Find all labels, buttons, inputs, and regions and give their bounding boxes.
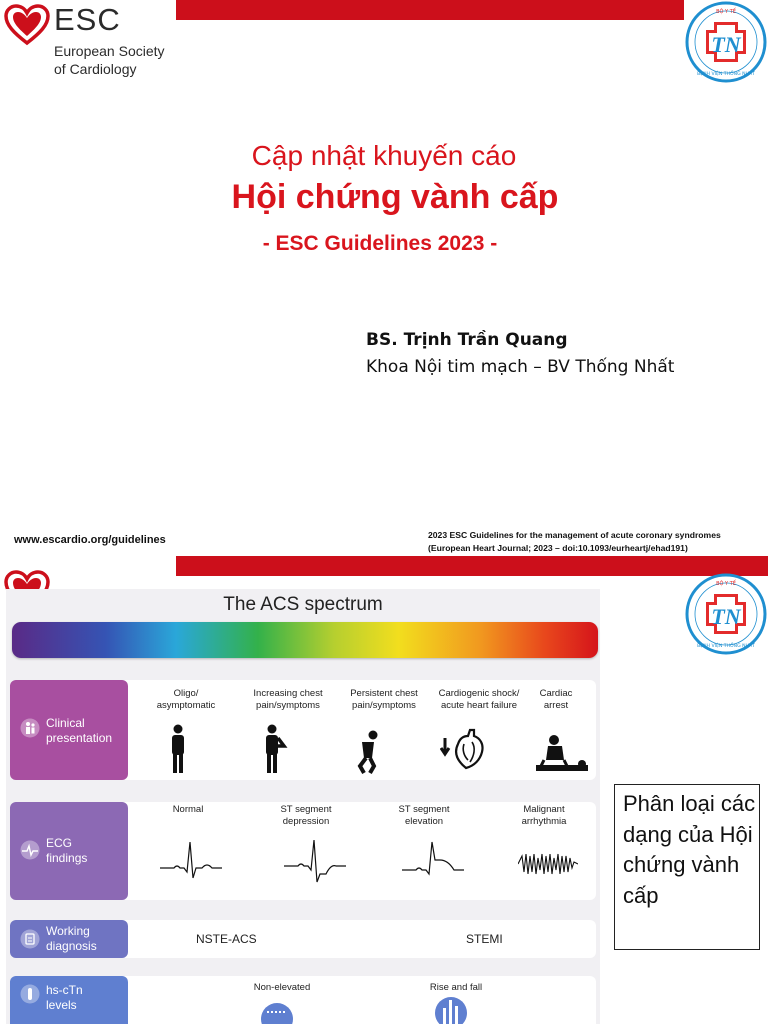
stethoscope-icon: [20, 929, 40, 949]
footer-reference-line1: 2023 ESC Guidelines for the management of acute coronary syndromes: [428, 530, 721, 540]
svg-text:BỘ Y TẾ: BỘ Y TẾ: [716, 581, 736, 587]
title-line3: - ESC Guidelines 2023 -: [262, 232, 498, 255]
author-affiliation: Khoa Nội tim mạch – BV Thống Nhất: [366, 357, 675, 377]
row-hsctn: [10, 976, 596, 1024]
org-subtitle-line1: European Society: [54, 43, 165, 59]
col-increasing-pain: Increasing chest pain/symptoms: [253, 688, 323, 711]
ecg-st-elevation-trace: [402, 838, 464, 882]
heart-logo-icon: [4, 4, 50, 46]
col-st-elevation: ST segment elevation: [398, 804, 450, 827]
author-name: BS. Trịnh Trần Quang: [366, 330, 568, 350]
svg-text:BỘ Y TẾ: BỘ Y TẾ: [716, 9, 736, 15]
title-line1: Cập nhật khuyến cáo: [251, 140, 517, 171]
org-subtitle: [54, 42, 165, 78]
diagnosis-nste-acs: NSTE-ACS: [196, 932, 257, 946]
org-name: ESC: [54, 2, 121, 37]
spectrum-gradient-bar: [12, 622, 598, 658]
row-label-clinical: [10, 680, 128, 780]
row-working-diagnosis: [10, 920, 596, 958]
col-rise-and-fall: Rise and fall: [429, 982, 483, 993]
col-asymptomatic: Oligo/ asymptomatic: [156, 688, 216, 711]
chest-pain-person-icon: [260, 724, 288, 774]
col-malignant-arrhythmia: Malignant arrhythmia: [521, 804, 567, 827]
ecg-icon: [20, 840, 40, 860]
troponin-rise-icon: [434, 994, 468, 1024]
footer-reference: [428, 529, 721, 555]
slide-acs-spectrum: [0, 556, 768, 1024]
ecg-arrhythmia-trace: [518, 852, 578, 876]
row-label-ecg: [10, 802, 128, 900]
footer-reference-line2: (European Heart Journal; 2023 – doi:10.1093/eurheartj/ehad191): [428, 543, 688, 553]
cpr-icon: [534, 734, 590, 774]
spectrum-title: The ACS spectrum: [223, 594, 383, 615]
top-red-bar: [176, 0, 684, 20]
hospital-logo-icon: [684, 572, 768, 656]
standing-person-icon: [168, 724, 188, 774]
row-label-text: Working diagnosis: [46, 924, 97, 953]
top-red-bar: [176, 556, 768, 576]
col-cardiac-arrest: Cardiac arrest: [539, 688, 573, 711]
col-cardiogenic-shock: Cardiogenic shock/ acute heart failure: [438, 688, 520, 711]
bent-person-icon: [354, 730, 384, 774]
row-label-working: [10, 920, 128, 958]
row-label-text: hs-cTn levels: [46, 983, 83, 1012]
lab-icon: [20, 984, 40, 1004]
person-icon: [20, 718, 40, 738]
row-label-text: ECG findings: [46, 836, 88, 865]
col-normal: Normal: [172, 804, 204, 815]
org-subtitle-line2: of Cardiology: [54, 61, 137, 77]
row-ecg: [10, 802, 596, 900]
troponin-flat-icon: [260, 1002, 294, 1024]
side-note-box: Phân loại các dạng của Hội chứng vành cấp: [614, 784, 760, 950]
col-persistent-pain: Persistent chest pain/symptoms: [350, 688, 418, 711]
ecg-st-depression-trace: [284, 838, 346, 884]
hospital-logo-icon: [684, 0, 768, 84]
heart-failure-icon: [440, 726, 488, 772]
col-st-depression: ST segment depression: [280, 804, 332, 827]
svg-text:BỆNH VIỆN THỐNG NHẤT: BỆNH VIỆN THỐNG NHẤT: [697, 644, 755, 649]
title-line2: Hội chứng vành cấp: [231, 178, 559, 216]
ecg-normal-trace: [160, 838, 222, 882]
row-clinical: [10, 680, 596, 780]
svg-text:TN: TN: [711, 32, 741, 57]
svg-text:BỆNH VIỆN THỐNG NHẤT: BỆNH VIỆN THỐNG NHẤT: [697, 72, 755, 77]
diagnosis-stemi: STEMI: [466, 932, 503, 946]
col-non-elevated: Non-elevated: [253, 982, 311, 993]
row-label-text: Clinical presentation: [46, 716, 113, 745]
footer-url[interactable]: www.escardio.org/guidelines: [14, 534, 166, 546]
row-label-hsctn: [10, 976, 128, 1024]
svg-text:TN: TN: [711, 604, 741, 629]
